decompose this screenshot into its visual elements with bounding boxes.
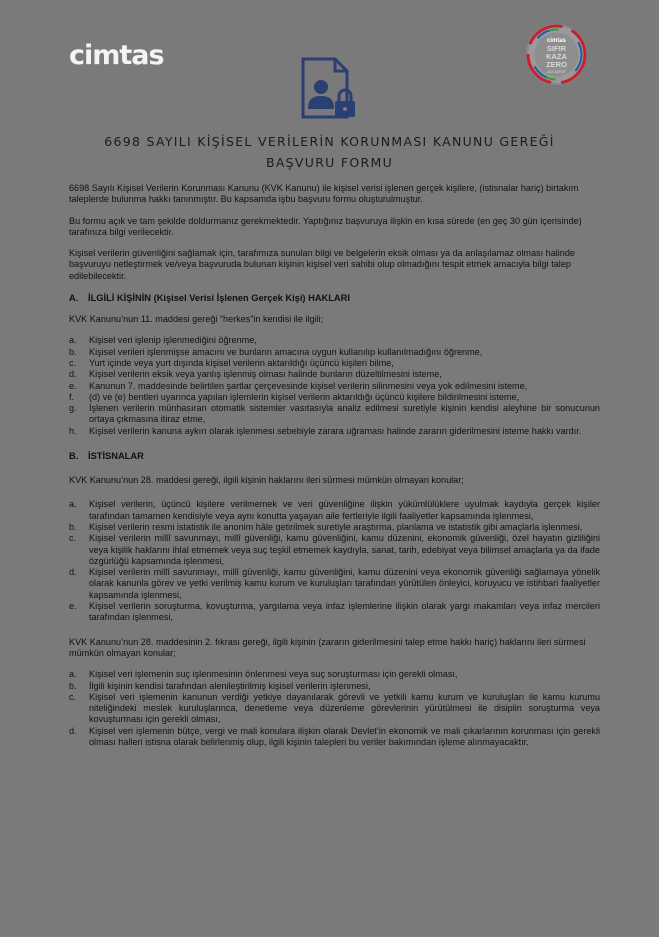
section-b-letter: B.: [69, 451, 79, 462]
section-a-lead: KVK Kanunu’nun 11. maddesi gereği “herkes”in kendisi ile ilgili;: [69, 314, 324, 325]
section-b-list-1: [69, 499, 600, 623]
list-item: b. Kişisel verilerin resmi istatistik ile anonim hâle getirilmek suretiyle araştırma, planlama ve istatistik gibi amaçlarla işlenmesi,: [69, 521, 583, 532]
section-b-lead-1: KVK Kanunu’nun 28. maddesi gereği, ilgili kişinin haklarını ileri sürmesi mümkün olmayan konular;: [69, 475, 464, 486]
list-item: b. İlgili kişinin kendisi tarafından alenileştirilmiş kişisel verilerin işlenmesi,: [69, 680, 371, 691]
list-item: c. Kişisel veri işlemenin kanunun verdiği yetkiye dayanılarak görevli ve yetkili kamu kurum ve kuruluşları ile kamu kurumu niteliğindeki meslek kuruluşlarınca, denetleme veya düzenleme görevlerinin yürütülmesi ile disiplin soruşturma veya kovuşturması için gerekli olması,: [69, 691, 600, 725]
list-item: e. Kişisel verilerin soruşturma, kovuşturma, yargılama veya infaz işlemlerine ilişkin olarak yargı makamları veya infaz mercileri tarafından işlenmesi,: [69, 601, 600, 623]
badge-line-1: cimtas: [546, 38, 567, 44]
section-b-title: İSTİSNALAR: [88, 451, 144, 462]
document-lock-icon: [299, 57, 361, 121]
list-item: c. Kişisel verilerin millî savunmayı, millî güvenliği, kamu güvenliğini, kamu düzenini, ekonomik güvenliği, özel hayatın gizliliğini veya kişilik haklarını ihlal etmemek veya suç teşkil etmemek kaydıyla, sanat, tarih, edebiyat veya bilimsel amaçlarla ya da ifade özgürlüğü kapsamında işlenmesi,: [69, 533, 600, 566]
intro-paragraph-3: Kişisel verilerin güvenliğini sağlamak için, tarafımıza sunulan bilgi ve belgelerin eksik olması ya da anlaşılamaz olması halinde başvuruyu netleştirmek ve/veya başvuruda bulunan kişinin kişisel veri sahibi olup olmadığını tespit etmek amacıyla bilgi talep edilebilecektir.: [69, 248, 575, 281]
section-a-heading: [69, 292, 600, 304]
list-item: h. Kişisel verilerin kanuna aykırı olarak işlenmesi sebebiyle zarara uğraması halinde zararın giderilmesini isteme hakkı vardır.: [69, 425, 582, 436]
intro-paragraph-2: Bu formu açık ve tam şekilde doldurmanız gerekmektedir. Yaptığınız başvuruya ilişkin en kısa sürede (en geç 30 gün içerisinde) tarafınıza bilgi verilecektir.: [69, 215, 582, 237]
list-item: d. Kişisel verilerin millî savunmayı, millî güvenliği, kamu güvenliğini, kamu düzenini veya ekonomik güvenliği sağlamaya yönelik olarak kanunla görev ve yetki verilmiş kamu kurum ve kuruluşları tarafından yürütülen önleyici, koruyucu ve istihbari faaliyetler kapsamında işlenmesi,: [69, 567, 600, 600]
list-item: a. Kişisel veri işlemenin suç işlenmesinin önlenmesi veya suç soruşturması için gerekli olması,: [69, 669, 458, 680]
zero-accident-badge-icon: [526, 24, 587, 85]
section-a-title: İLGİLİ KİŞİNİN (Kişisel Verisi İşlenen Gerçek Kişi) HAKLARI: [88, 293, 350, 304]
badge-line-2: SIFIR: [546, 44, 567, 53]
badge-line-3: KAZA: [546, 52, 567, 61]
list-item: c. Yurt içinde veya yurt dışında kişisel verilerin aktarıldığı üçüncü kişileri bilme,: [69, 357, 394, 368]
form-title: [0, 131, 659, 173]
cimtas-logo: cimtas: [69, 40, 164, 71]
document-body: [69, 183, 600, 748]
list-item: f. (d) ve (e) bentleri uyarınca yapılan işlemlerin kişisel verilerin aktarıldığı üçüncü kişilere bildirilmesini isteme,: [69, 391, 520, 402]
section-b-heading: [69, 450, 600, 462]
list-item: e. Kanunun 7. maddesinde belirtilen şartlar çerçevesinde kişisel verilerin silinmesini veya yok edilmesini isteme,: [69, 380, 528, 391]
intro-paragraph-1: 6698 Sayılı Kişisel Verilerin Korunması Kanunu (KVK Kanunu) ile kişisel verisi işlenen gerçek kişilere, (istisnalar hariç) birtakım taleplerde bulunma hakkı tanınmıştır. Bu kapsamda işbu başvuru formu oluşturulmuştur.: [69, 183, 579, 205]
badge-line-4: ZERO: [546, 60, 567, 69]
list-item: a. Kişisel verilerin, üçüncü kişilere verilmemek ve veri güvenliğine ilişkin yükümlülüklere uyulmak kaydıyla gerçek kişiler tarafından tamamen kendisiyle veya aynı konutta yaşayan aile fertleriyle ilgili faaliyetler kapsamında işlenmesi,: [69, 499, 600, 521]
section-b-list-2: [69, 669, 600, 748]
list-item: d. Kişisel veri işlemenin bütçe, vergi ve mali konulara ilişkin olarak Devlet’in ekonomik ve mali çıkarlarının korunması için gerekli olması halleri istisna olarak belirlenmiş olup, ilgili kişinin talepleri bu veriler bakımından işleme alınmayacaktır.: [69, 725, 600, 747]
list-item: b. Kişisel verileri işlenmişse amacını ve bunların amacına uygun kullanılıp kullanılmadığını öğrenme,: [69, 346, 483, 357]
section-b-lead-2: KVK Kanunu’nun 28. maddesinin 2. fıkrası gereği, ilgili kişinin (zararın giderilmesini talep etme hakkı hariç) haklarını ileri sürmesi mümkün olmayan konular;: [69, 636, 586, 658]
section-a-list: [69, 335, 600, 437]
section-a-letter: A.: [69, 293, 79, 304]
badge-line-5: ACCIDENT: [547, 70, 566, 74]
list-item: d. Kişisel verilerin eksik veya yanlış işlenmiş olması halinde bunların düzeltilmesini isteme,: [69, 369, 442, 380]
form-title-line-1: 6698 SAYILI KİŞİSEL VERİLERİN KORUNMASI KANUNU GEREĞİ: [104, 134, 555, 149]
list-item: g. İşlenen verilerin münhasıran otomatik sistemler vasıtasıyla analiz edilmesi suretiyle kişinin kendisi aleyhine bir sonucunun ortaya çıkmasına itiraz etme,: [69, 403, 600, 425]
form-title-line-2: BAŞVURU FORMU: [265, 155, 394, 170]
list-item: a. Kişisel veri işlenip işlenmediğini öğrenme,: [69, 335, 257, 346]
